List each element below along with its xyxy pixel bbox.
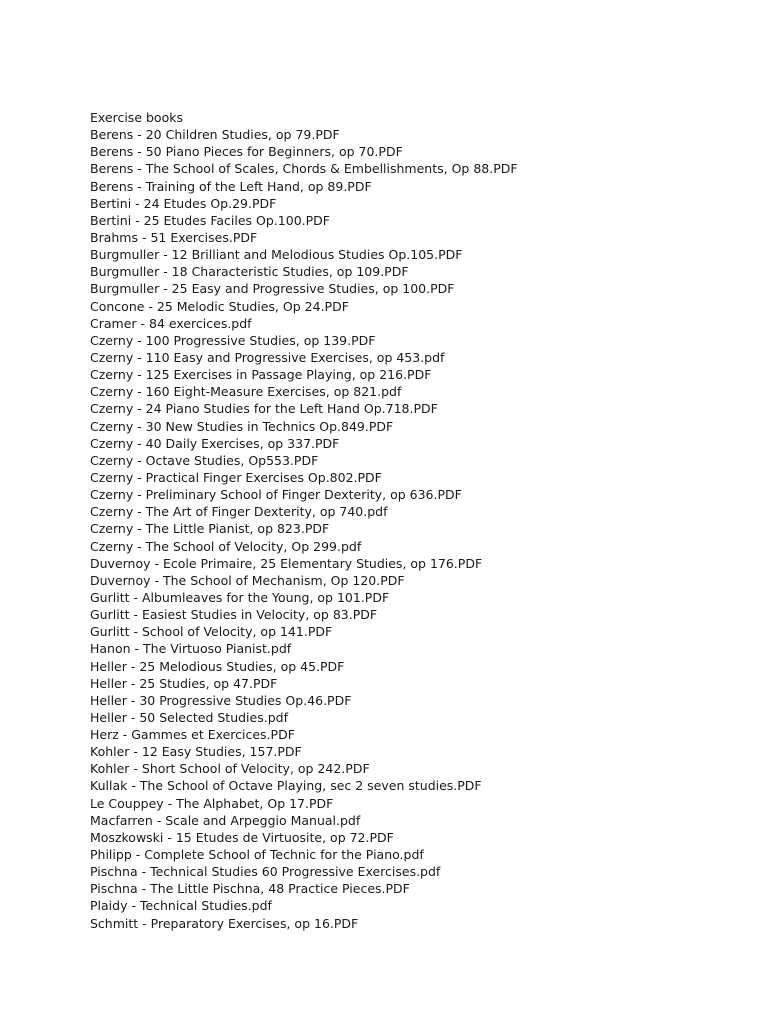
- list-item: Berens - Training of the Left Hand, op 89.PDF: [90, 178, 372, 194]
- list-item: Czerny - The Art of Finger Dexterity, op 740.pdf: [90, 504, 388, 520]
- list-item: Berens - 20 Children Studies, op 79.PDF: [90, 127, 340, 143]
- list-item: Czerny - 40 Daily Exercises, op 337.PDF: [90, 435, 340, 451]
- list-item: Czerny - 160 Eight-Measure Exercises, op 821.pdf: [90, 384, 402, 400]
- list-item: Burgmuller - 18 Characteristic Studies, op 109.PDF: [90, 264, 409, 280]
- list-item: Kohler - Short School of Velocity, op 242.PDF: [90, 761, 370, 777]
- list-item: Concone - 25 Melodic Studies, Op 24.PDF: [90, 298, 349, 314]
- list-item: Burgmuller - 25 Easy and Progressive Studies, op 100.PDF: [90, 281, 455, 297]
- list-item: Heller - 30 Progressive Studies Op.46.PDF: [90, 692, 352, 708]
- list-item: Pischna - Technical Studies 60 Progressive Exercises.pdf: [90, 864, 441, 880]
- list-item: Hanon - The Virtuoso Pianist.pdf: [90, 641, 292, 657]
- list-item: Schmitt - Preparatory Exercises, op 16.PDF: [90, 915, 359, 931]
- list-item: Heller - 25 Studies, op 47.PDF: [90, 675, 278, 691]
- list-item: Pischna - The Little Pischna, 48 Practice Pieces.PDF: [90, 881, 410, 897]
- list-item: Gurlitt - Easiest Studies in Velocity, op 83.PDF: [90, 607, 378, 623]
- list-item: Heller - 50 Selected Studies.pdf: [90, 709, 288, 725]
- list-item: Philipp - Complete School of Technic for the Piano.pdf: [90, 847, 424, 863]
- list-item: Czerny - The Little Pianist, op 823.PDF: [90, 521, 330, 537]
- list-item: Kullak - The School of Octave Playing, sec 2 seven studies.PDF: [90, 778, 482, 794]
- list-item: Cramer - 84 exercices.pdf: [90, 315, 252, 331]
- list-item: Berens - 50 Piano Pieces for Beginners, op 70.PDF: [90, 144, 403, 160]
- list-item: Bertini - 25 Etudes Faciles Op.100.PDF: [90, 212, 330, 228]
- list-item: Le Couppey - The Alphabet, Op 17.PDF: [90, 795, 334, 811]
- list-item: Bertini - 24 Etudes Op.29.PDF: [90, 195, 277, 211]
- list-item: Czerny - The School of Velocity, Op 299.pdf: [90, 538, 362, 554]
- list-item: Czerny - Preliminary School of Finger Dexterity, op 636.PDF: [90, 487, 462, 503]
- exercise-book-list: [90, 109, 750, 932]
- list-item: Czerny - 125 Exercises in Passage Playing, op 216.PDF: [90, 367, 432, 383]
- list-item: Duvernoy - The School of Mechanism, Op 120.PDF: [90, 572, 405, 588]
- list-item: Czerny - Octave Studies, Op553.PDF: [90, 452, 319, 468]
- list-item: Kohler - 12 Easy Studies, 157.PDF: [90, 744, 302, 760]
- list-item: Berens - The School of Scales, Chords & Embellishments, Op 88.PDF: [90, 161, 518, 177]
- list-item: Burgmuller - 12 Brilliant and Melodious Studies Op.105.PDF: [90, 247, 463, 263]
- list-item: Heller - 25 Melodious Studies, op 45.PDF: [90, 658, 345, 674]
- list-item: Plaidy - Technical Studies.pdf: [90, 898, 272, 914]
- list-item: Duvernoy - Ecole Primaire, 25 Elementary Studies, op 176.PDF: [90, 555, 483, 571]
- list-item: Moszkowski - 15 Etudes de Virtuosite, op 72.PDF: [90, 829, 394, 845]
- list-item: Czerny - 100 Progressive Studies, op 139.PDF: [90, 332, 376, 348]
- list-item: Gurlitt - School of Velocity, op 141.PDF: [90, 624, 333, 640]
- list-heading: Exercise books: [90, 110, 183, 125]
- list-item: Czerny - 24 Piano Studies for the Left Hand Op.718.PDF: [90, 401, 438, 417]
- list-item: Czerny - 30 New Studies in Technics Op.849.PDF: [90, 418, 394, 434]
- list-item: Herz - Gammes et Exercices.PDF: [90, 727, 295, 743]
- list-item: Macfarren - Scale and Arpeggio Manual.pdf: [90, 812, 361, 828]
- list-item: Gurlitt - Albumleaves for the Young, op 101.PDF: [90, 589, 390, 605]
- list-item: Czerny - 110 Easy and Progressive Exercises, op 453.pdf: [90, 349, 445, 365]
- list-item: Czerny - Practical Finger Exercises Op.802.PDF: [90, 469, 382, 485]
- list-item: Brahms - 51 Exercises.PDF: [90, 229, 258, 245]
